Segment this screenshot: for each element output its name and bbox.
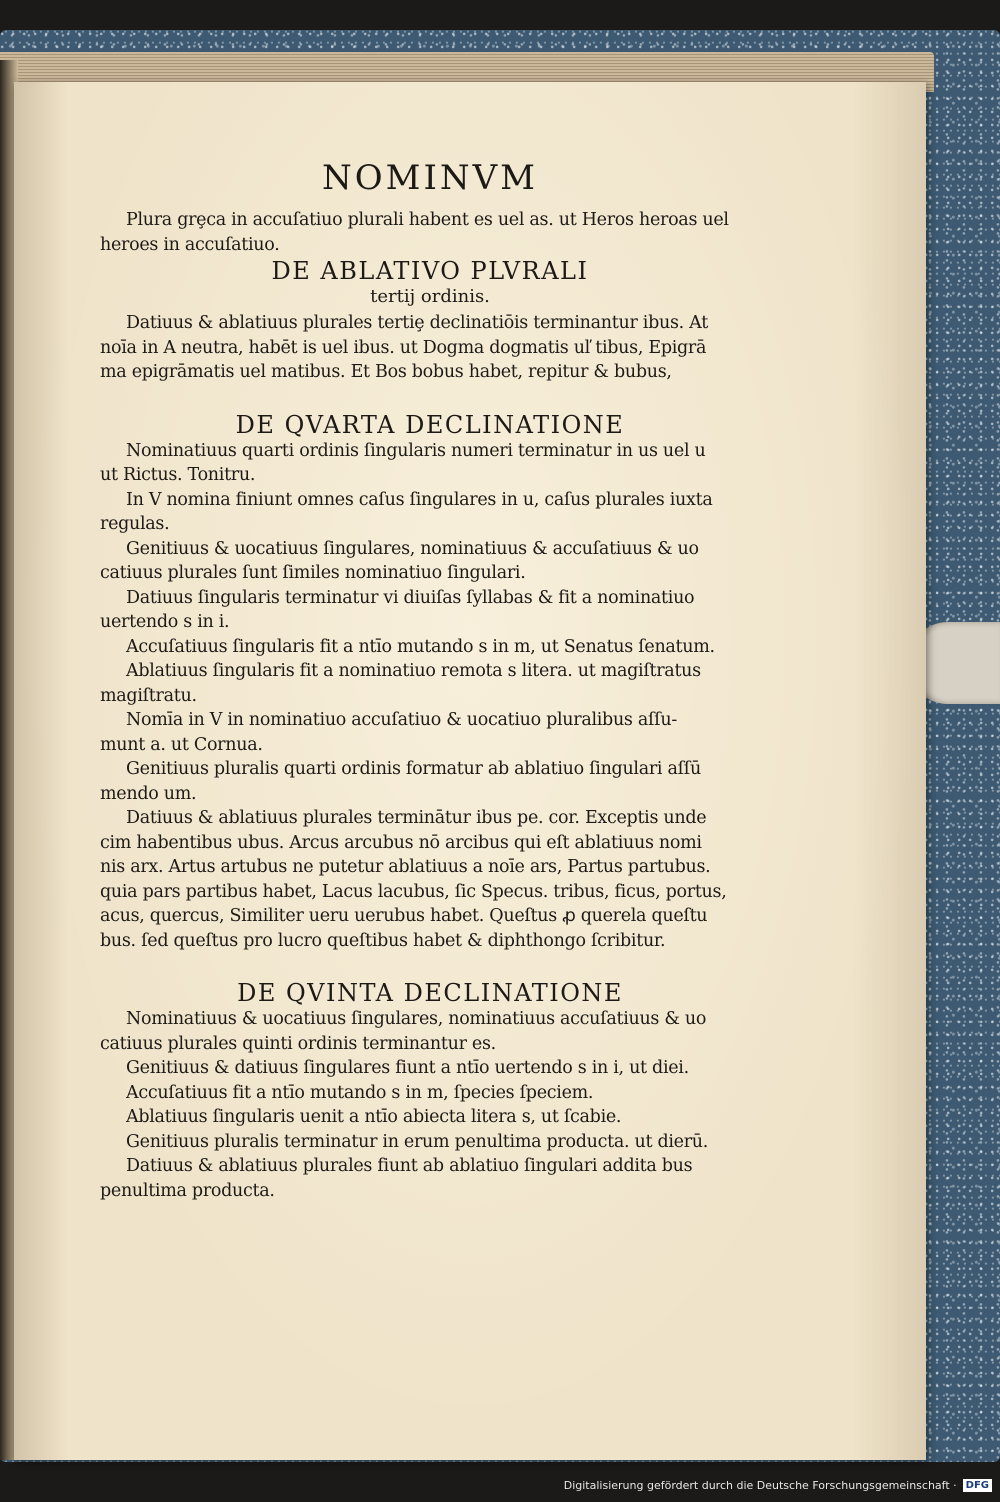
paragraph [100,1007,760,1056]
text-line: bus. ſed queſtus pro lucro queſtibus habet & diphthongo ſcribitur. [100,930,666,951]
text-line: noīa in A neutra, habēt is uel ibus. ut Dogma dogmatis uľ tibus, Epigrā [100,337,707,358]
text-line: Nominatiuus quarti ordinis ſingularis numeri terminatur in us uel u [126,440,706,461]
text-line: catiuus plurales ſunt ſimiles nominatiuo ſingulari. [100,563,526,583]
text-line: Datiuus & ablatiuus plurales terminātur ibus pe. cor. Exceptis unde [126,808,707,828]
text-line: acus, quercus, Similiter ueru uerubus habet. Queſtus ꝓ querela queſtu [100,906,708,926]
paragraph [100,537,760,586]
paragraph [100,659,760,708]
text-line: quia pars partibus habet, Lacus lacubus, ſic Specus. tribus, ficus, portus, [100,881,727,902]
paragraph [100,708,760,757]
text-line: Nomīa in V in nominatiuo accuſatiuo & uocatiuo pluralibus aſſu- [126,710,677,730]
paragraph [100,1105,760,1130]
paragraph [100,311,760,385]
paragraph [100,1154,760,1203]
text-line: mendo um. [100,783,197,804]
text-line: Genitiuus & uocatiuus ſingulares, nominatiuus & accuſatiuus & uo [126,538,699,559]
section-ablativo-plurali [100,257,760,385]
text-line: Genitiuus pluralis terminatur in erum penultima producta. ut dierū. [126,1131,708,1152]
text-line: ma epigrāmatis uel matibus. Et Bos bobus habet, repitur & bubus, [100,362,672,382]
text-line: Genitiuus pluralis quarti ordinis formatur ab ablatiuo ſingulari aſſū [126,759,701,779]
text-line: Ablatiuus ſingularis uenit a ntīo abiecta litera s, ut ſcabie. [126,1107,622,1127]
text-line: magiſtratu. [100,685,197,706]
paragraph [100,1056,760,1081]
text-line: Plura grȩca in accuſatiuo plurali habent es uel as. ut Heros heroas uel [126,210,729,230]
paragraph [100,1081,760,1106]
running-title: NOMINVM [322,158,538,198]
text-line: Datiuus & ablatiuus plurales fiunt ab ablatiuo ſingulari addita bus [126,1156,693,1176]
text-line: cim habentibus ubus. Arcus arcubus nō arcibus qui eſt ablatiuus nomi [100,832,702,853]
text-line: uertendo s in i. [100,612,230,632]
paragraph [100,586,760,635]
page-text [100,150,760,1203]
text-line: regulas. [100,514,170,534]
paragraph [100,757,760,806]
text-line: Accuſatiuus fit a ntīo mutando s in m, ſpecies ſpeciem. [126,1082,594,1103]
text-line: ut Rictus. Tonitru. [100,465,256,485]
text-line: heroes in accuſatiuo. [100,234,280,255]
section-heading: DE QVINTA DECLINATIONE [237,979,623,1007]
dfg-logo[interactable]: DFG [963,1479,992,1492]
section-subheading: tertij ordinis. [370,286,490,307]
section-quarta-declinatione [100,411,760,954]
section-heading: DE ABLATIVO PLVRALI [271,257,589,285]
text-line: penultima producta. [100,1180,275,1201]
text-line: Accuſatiuus ſingularis fit a ntīo mutando s in m, ut Senatus ſenatum. [126,636,715,657]
text-line: In V nomina finiunt omnes caſus ſingulares in u, caſus plurales iuxta [126,489,713,510]
text-line: catiuus plurales quinti ordinis terminantur es. [100,1033,496,1054]
paragraph [100,439,760,488]
section-heading: DE QVARTA DECLINATIONE [235,410,625,439]
paragraph [100,488,760,537]
text-line: Datiuus & ablatiuus plurales tertiȩ declinatiōis terminantur ibus. At [126,313,708,333]
paragraph [100,635,760,660]
text-line: munt a. ut Cornua. [100,734,263,755]
digitization-credit [564,1479,992,1492]
credit-text: Digitalisierung gefördert durch die Deutsche Forschungsgemeinschaft · [563,1479,957,1492]
text-line: nis arx. Artus artubus ne putetur ablatiuus a noīe ars, Partus partubus. [100,857,711,877]
section-quinta-declinatione [100,979,760,1203]
paragraph [100,1130,760,1155]
text-line: Nominatiuus & uocatiuus ſingulares, nominatiuus accuſatiuus & uo [126,1009,707,1029]
text-line: Datiuus ſingularis terminatur vi diuiſas ſyllabas & fit a nominatiuo [126,587,695,608]
paragraph [100,806,760,953]
text-line: Genitiuus & datiuus ſingulares fiunt a ntīo uertendo s in i, ut diei. [126,1058,689,1078]
text-line: Ablatiuus ſingularis fit a nominatiuo remota s litera. ut magiſtratus [126,661,701,681]
intro-paragraph [100,208,760,257]
